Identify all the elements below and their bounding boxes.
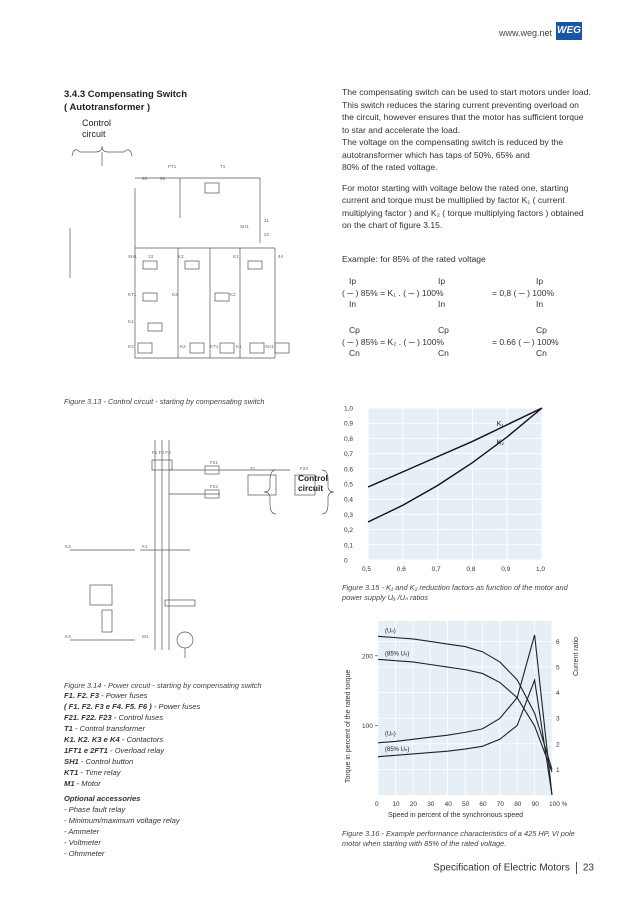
legend-item: [64, 712, 304, 723]
fig316-line2: motor when starting with 85% of the rated voltage.: [342, 839, 507, 848]
x-tick-label: 30: [427, 801, 435, 808]
f1-den1: In: [349, 299, 357, 309]
legend-value: - Control button: [78, 757, 134, 766]
weg-logo: WEG: [556, 22, 582, 40]
f2-num2: Cp: [438, 325, 449, 335]
y-tick-label-left: 100: [362, 722, 373, 730]
x-tick-label: 90: [531, 801, 539, 808]
y-axis-label: Torque in percent of the rated torque: [345, 669, 352, 783]
y-tick-label: 0: [344, 557, 348, 565]
svg-text:95: 95: [142, 176, 148, 181]
svg-text:SH1: SH1: [128, 254, 137, 259]
section-title-line2: ( Autotransformer ): [64, 102, 151, 113]
svg-text:K1: K1: [128, 319, 134, 324]
intro-p2: The voltage on the compensating switch is reduced by the autotransformer which has taps of 50%, 65% and: [342, 137, 564, 160]
y-tick-label-left: 200: [362, 653, 373, 661]
y-tick-label: 0,4: [344, 496, 354, 504]
accessory-item: - Phase fault relay: [64, 805, 126, 814]
example-title: Example: for 85% of the rated voltage: [342, 254, 486, 264]
y-tick-label: 0,9: [344, 420, 354, 428]
legend-key: M1: [64, 779, 75, 788]
control-circuit-label: [82, 118, 111, 140]
svg-text:21: 21: [264, 218, 270, 223]
page-number: 23: [582, 862, 594, 874]
y-tick-label-right: 6: [556, 638, 560, 646]
legend-item: [64, 778, 304, 789]
legend-item: [64, 767, 304, 778]
f1-num2: Ip: [438, 276, 446, 286]
svg-text:K1: K1: [236, 344, 242, 349]
section-title-line1: 3.4.3 Compensating Switch: [64, 89, 187, 100]
svg-text:F1 F2 F3: F1 F2 F3: [152, 450, 171, 455]
intro-p1: The compensating switch can be used to start motors under load. This switch reduces the staring current preventing overload on the circuit, however ensures that the motor has sufficient torque to star and accelerate the load.: [342, 87, 591, 135]
x-tick-label: 100 %: [549, 801, 568, 808]
svg-text:K1: K1: [233, 254, 239, 259]
intro-text: [342, 86, 592, 232]
x-tick-label: 0: [375, 801, 379, 808]
y-axis-label-right: Current ratio: [573, 637, 580, 676]
chart-performance: [340, 613, 590, 827]
series-label: (Uₙ): [385, 731, 396, 738]
svg-text:K1: K1: [142, 544, 148, 549]
svg-text:K3: K3: [128, 344, 134, 349]
y-tick-label-right: 2: [556, 741, 560, 749]
svg-text:SH1: SH1: [265, 344, 274, 349]
x-tick-label: 0,5: [362, 566, 372, 573]
svg-text:F23: F23: [300, 466, 308, 471]
legend-key: T1: [64, 724, 73, 733]
series-label: (85% Uₙ): [385, 747, 410, 754]
legend-value: - Control fuses: [111, 713, 164, 722]
x-tick-label: 20: [409, 801, 418, 808]
x-tick-label: 0,7: [431, 566, 441, 573]
series-label: (85% Uₙ): [385, 651, 410, 658]
k1-label: K₁: [496, 421, 504, 429]
fig316-caption: [342, 829, 602, 849]
power-circuit-diagram: [60, 430, 340, 680]
svg-text:13: 13: [148, 254, 154, 259]
f1-right: = 0,8 ( ─ ) 100%: [492, 288, 555, 298]
legend-key: ( F1. F2. F3 e F4. F5. F6 ): [64, 702, 152, 711]
svg-text:FT1: FT1: [168, 164, 177, 169]
legend-item: [64, 690, 304, 701]
control-circuit-diagram: [60, 118, 310, 388]
x-tick-label: 70: [496, 801, 505, 808]
legend-value: - Overload relay: [107, 746, 165, 755]
y-tick-label-right: 5: [556, 664, 560, 672]
svg-text:T1: T1: [220, 164, 226, 169]
x-tick-label: 0,8: [466, 566, 476, 573]
fig313-caption: Figure 3.13 - Control circuit - starting by compensating switch: [64, 397, 265, 406]
f2-den1: Cn: [349, 348, 360, 358]
legend-value: - Motor: [74, 779, 101, 788]
fig316-line1: Figure 3.16 - Example performance characteristics of a 425 HP, VI pole: [342, 829, 575, 838]
example-formulas: [342, 270, 612, 360]
y-tick-label-right: 4: [556, 690, 560, 698]
x-tick-label: 50: [462, 801, 470, 808]
y-tick-label: 0,8: [344, 435, 354, 443]
legend-key: F21. F22. F23: [64, 713, 112, 722]
y-tick-label-right: 3: [556, 715, 560, 723]
f2-den3: Cn: [536, 348, 547, 358]
legend-value: - Power fuses: [151, 702, 201, 711]
x-tick-label: 80: [514, 801, 522, 808]
svg-text:T1: T1: [250, 466, 256, 471]
y-tick-label: 0,2: [344, 527, 354, 535]
intro-p3: 80% of the rated voltage.: [342, 162, 438, 172]
y-tick-label: 1,0: [344, 405, 354, 413]
fig315-line1: Figure 3.15 - K₁ and K₂ reduction factors as function of the motor and: [342, 583, 568, 592]
svg-text:K3: K3: [65, 634, 71, 639]
accessories-list: [64, 804, 304, 859]
component-legend: [64, 690, 304, 859]
footer-text: Specification of Electric Motors: [433, 862, 570, 874]
legend-value: - Power fuses: [99, 691, 148, 700]
y-tick-label: 0,3: [344, 511, 354, 519]
legend-value: - Time relay: [78, 768, 121, 777]
legend-key: F1. F2. F3: [64, 691, 100, 700]
chart-k-factors: [340, 400, 552, 585]
legend-key: K1. K2. K3 e K4: [64, 735, 120, 744]
svg-text:44: 44: [278, 254, 284, 259]
legend-item: [64, 701, 304, 712]
x-tick-label: 10: [392, 801, 400, 808]
power-control-label-l2: circuit: [298, 483, 324, 493]
x-tick-label: 1,0: [536, 566, 546, 573]
svg-text:96: 96: [160, 176, 166, 181]
k2-label: K₂: [496, 439, 505, 447]
x-tick-label: 60: [479, 801, 487, 808]
svg-text:K2: K2: [230, 292, 236, 297]
x-tick-label: 40: [444, 801, 452, 808]
svg-text:KT1: KT1: [210, 344, 219, 349]
x-tick-label: 0,9: [501, 566, 511, 573]
f2-den2: Cn: [438, 348, 449, 358]
power-control-label-l1: Control: [298, 473, 328, 483]
fig315-line2: power supply Uₐ /Uₙ ratios: [342, 593, 429, 602]
svg-text:F21: F21: [210, 460, 218, 465]
svg-text:K2: K2: [180, 344, 186, 349]
control-label-l2: circuit: [82, 129, 106, 139]
accessory-item: - Voltmeter: [64, 838, 101, 847]
legend-list: [64, 690, 304, 789]
svg-text:K2: K2: [65, 544, 71, 549]
legend-item: [64, 723, 304, 734]
intro-p4: For motor starting with voltage below the rated one, starting current and torque must be multiplied by factor K₁ ( current multiplying factor ) and K₂ ( torque multiplying factors ) obtained on the chart of figure 3.15.: [342, 182, 584, 230]
legend-item: [64, 756, 304, 767]
footer-separator: [576, 862, 577, 874]
accessories-title: Optional accessories: [64, 794, 141, 803]
section-title: [64, 88, 187, 114]
legend-item: [64, 745, 304, 756]
legend-value: - Control transformer: [72, 724, 146, 733]
power-control-label: [298, 473, 328, 493]
control-label-l1: Control: [82, 118, 112, 128]
legend-item: [64, 734, 304, 745]
f2-num3: Cp: [536, 325, 547, 335]
f2-num1: Cp: [349, 325, 360, 335]
f1-num3: Ip: [536, 276, 544, 286]
svg-text:SH1: SH1: [240, 224, 249, 229]
y-tick-label: 0,7: [344, 451, 354, 459]
accessory-item: - Ammeter: [64, 827, 100, 836]
x-axis-label: Speed in percent of the synchronous speed: [388, 812, 524, 819]
svg-text:KT1: KT1: [128, 292, 137, 297]
svg-text:K2: K2: [178, 254, 184, 259]
f1-left: ( ─ ) 85% = K₁ . ( ─ ) 100%: [342, 288, 444, 298]
legend-value: - Contactors: [119, 735, 164, 744]
legend-key: SH1: [64, 757, 79, 766]
legend-key: KT1: [64, 768, 79, 777]
fig314-caption: Figure 3.14 - Power circuit - starting by compensating switch: [64, 681, 262, 690]
fig315-caption: [342, 583, 592, 603]
y-tick-label-right: 1: [556, 766, 560, 774]
f2-left: ( ─ ) 85% = K₂ . ( ─ ) 100%: [342, 337, 445, 347]
y-tick-label: 0,1: [344, 542, 354, 550]
x-tick-label: 0,6: [396, 566, 406, 573]
header-url[interactable]: www.weg.net: [498, 28, 552, 38]
y-tick-label: 0,6: [344, 466, 354, 474]
f1-num1: Ip: [349, 276, 357, 286]
accessory-item: - Ohmmeter: [64, 849, 105, 858]
page-footer: [433, 862, 594, 874]
series-label: (Uₙ): [385, 628, 396, 635]
svg-text:M1: M1: [142, 634, 149, 639]
accessory-item: - Minimum/maximum voltage relay: [64, 816, 180, 825]
y-tick-label: 0,5: [344, 481, 354, 489]
legend-key: 1FT1 e 2FT1: [64, 746, 108, 755]
svg-text:K3: K3: [172, 292, 178, 297]
f1-den2: In: [438, 299, 446, 309]
f1-den3: In: [536, 299, 544, 309]
f2-right: = 0.66 ( ─ ) 100%: [492, 337, 559, 347]
svg-text:22: 22: [264, 232, 270, 237]
svg-text:F22: F22: [210, 484, 218, 489]
